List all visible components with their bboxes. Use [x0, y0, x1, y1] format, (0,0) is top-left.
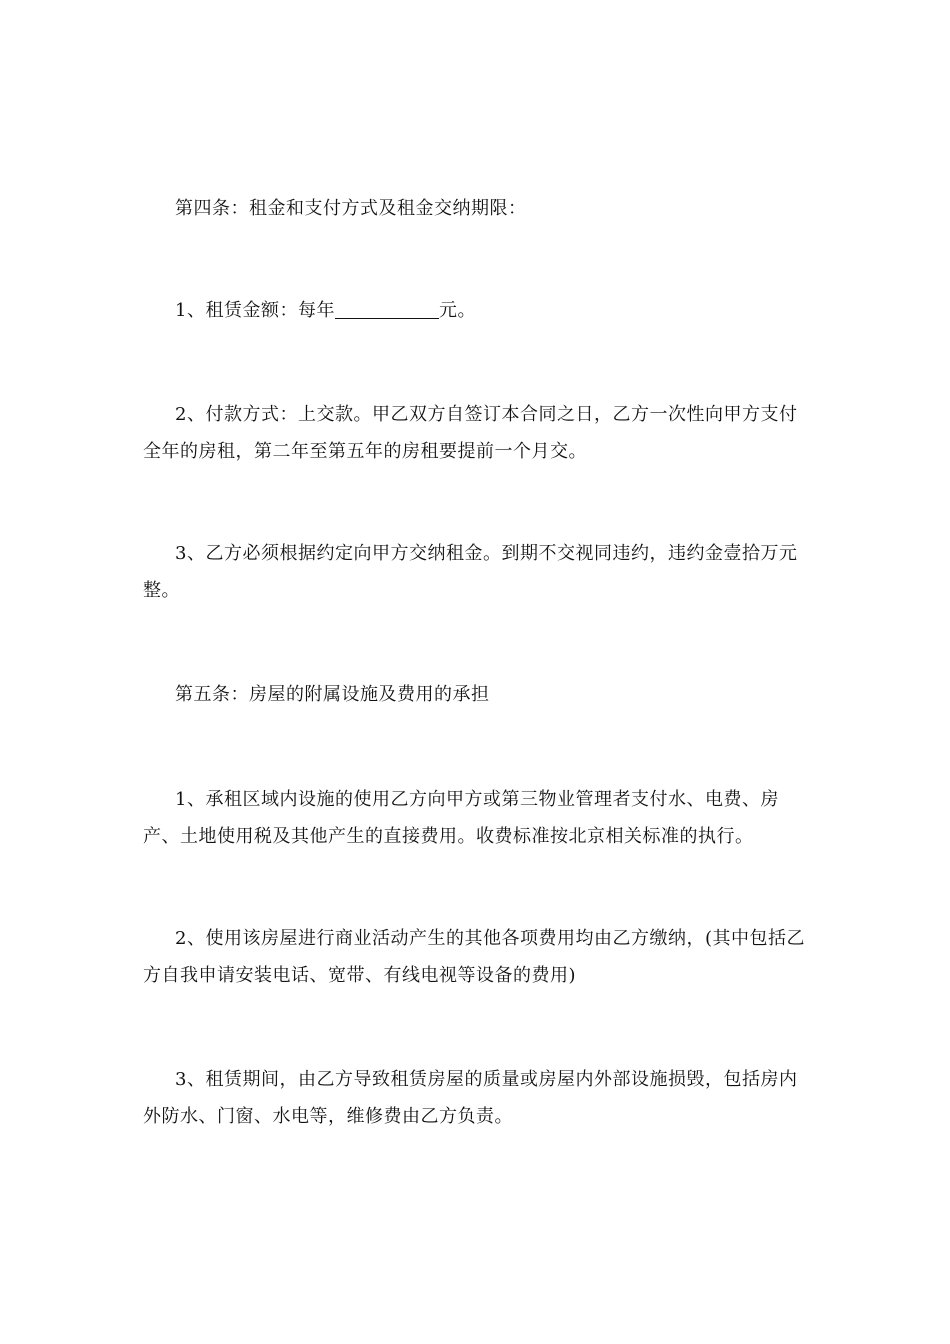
- rent-amount-unit: 元。: [438, 300, 476, 321]
- rent-amount-label: 1、租赁金额：每年: [175, 300, 335, 321]
- article-5-heading: 第五条：房屋的附属设施及费用的承担: [175, 684, 490, 705]
- article-4-item-2: 2、付款方式：上交款。甲乙双方自签订本合同之日，乙方一次性向甲方支付全年的房租，第二年至第五年的房租要提前一个月交。: [143, 404, 798, 462]
- rent-amount-blank: [335, 300, 439, 319]
- article-4-heading: 第四条：租金和支付方式及租金交纳期限：: [175, 198, 527, 219]
- article-4-item-1: [143, 292, 808, 329]
- article-4-item-3: 3、乙方必须根据约定向甲方交纳租金。到期不交视同违约，违约金壹拾万元整。: [143, 543, 798, 601]
- article-5-item-3: 3、租赁期间，由乙方导致租赁房屋的质量或房屋内外部设施损毁，包括房内外防水、门窗、水电等，维修费由乙方负责。: [143, 1069, 798, 1127]
- article-5-item-1: 1、承租区域内设施的使用乙方向甲方或第三物业管理者支付水、电费、房产、土地使用税及其他产生的直接费用。收费标准按北京相关标准的执行。: [143, 789, 779, 847]
- article-5-item-2: 2、使用该房屋进行商业活动产生的其他各项费用均由乙方缴纳，(其中包括乙方自我申请安装电话、宽带、有线电视等设备的费用): [143, 928, 805, 986]
